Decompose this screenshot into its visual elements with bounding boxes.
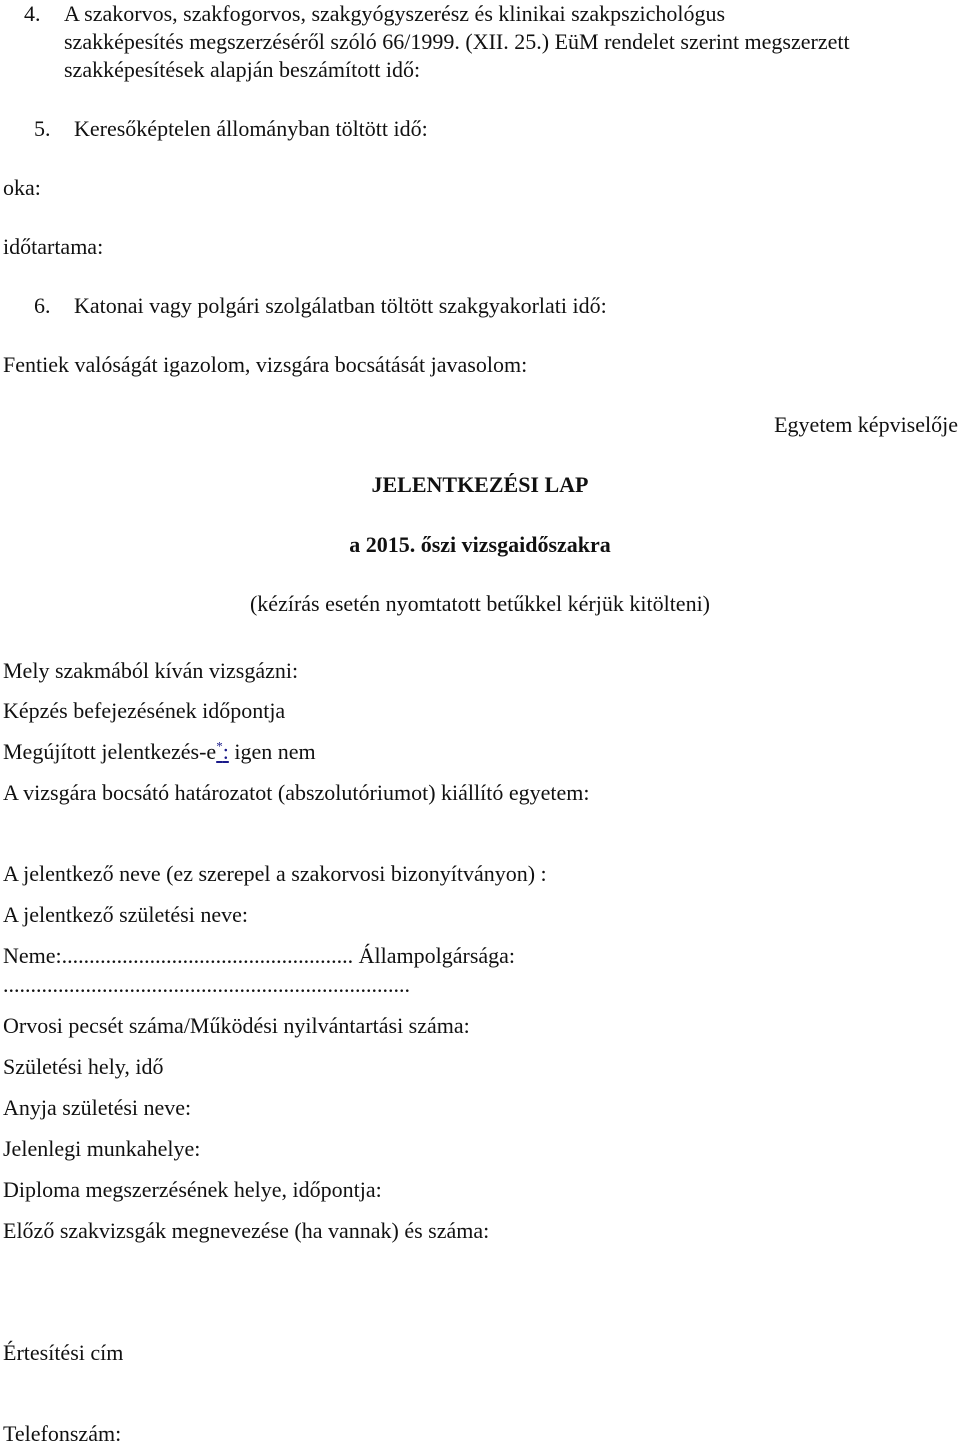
item-4-number: 4.: [24, 1, 41, 26]
dotted-fill-line: ..........................................................................: [3, 972, 410, 997]
birth-place-date-label: Születési hely, idő: [3, 1054, 164, 1079]
issuing-university-label: A vizsgára bocsátó határozatot (abszolutóriumot) kiállító egyetem:: [3, 780, 590, 805]
applicant-name-label: A jelentkező neve (ez szerepel a szakorvosi bizonyítványon) :: [3, 861, 547, 886]
birth-name-label: A jelentkező születési neve:: [3, 902, 248, 927]
phone-label: Telefonszám:: [3, 1421, 122, 1446]
completion-date-label: Képzés befejezésének időpontja: [3, 698, 286, 723]
form-subtitle: a 2015. őszi vizsgaidőszakra: [349, 532, 611, 557]
renewed-colon: :: [222, 739, 229, 764]
item-6-number: 6.: [34, 293, 51, 318]
mother-name-label: Anyja születési neve:: [3, 1095, 192, 1120]
item-4-line-3: szakképesítések alapján beszámított idő:: [64, 57, 421, 82]
renewed-options: igen nem: [234, 739, 316, 764]
university-representative-signature: Egyetem képviselője: [774, 412, 958, 437]
item-5: [34, 116, 428, 142]
certification-statement: Fentiek valóságát igazolom, vizsgára bocsátását javasolom:: [3, 352, 528, 377]
oka-label: oka:: [3, 175, 41, 200]
item-4-text: A szakorvos, szakfogorvos, szakgyógyszerész és klinikai szakpszichológus: [64, 1, 726, 26]
specialty-field-label: Mely szakmából kíván vizsgázni:: [3, 658, 299, 683]
idotartama-label: időtartama:: [3, 234, 104, 259]
form-title: JELENTKEZÉSI LAP: [371, 472, 589, 497]
footnote-marker: *: [216, 738, 223, 754]
renewed-application-row: [3, 739, 316, 765]
medical-seal-number-label: Orvosi pecsét száma/Működési nyilvántartási száma:: [3, 1013, 470, 1038]
item-5-text: Keresőképtelen állományban töltött idő:: [74, 116, 428, 141]
footnote-link[interactable]: [216, 739, 229, 764]
renewed-application-label: Megújított jelentkezés-e: [3, 739, 217, 764]
diploma-label: Diploma megszerzésének helye, időpontja:: [3, 1177, 382, 1202]
notification-address-label: Értesítési cím: [3, 1340, 124, 1365]
current-workplace-label: Jelenlegi munkahelye:: [3, 1136, 201, 1161]
item-5-number: 5.: [34, 116, 51, 141]
item-4-line-2: szakképesítés megszerzéséről szóló 66/1999. (XII. 25.) EüM rendelet szerint megszerzett: [64, 29, 850, 54]
previous-exams-label: Előző szakvizsgák megnevezése (ha vannak) és száma:: [3, 1218, 490, 1243]
sex-citizenship-label: Neme:..................................................... Állampolgársága:: [3, 943, 516, 968]
item-4-line-1: [24, 1, 725, 27]
item-6-text: Katonai vagy polgári szolgálatban töltött szakgyakorlati idő:: [74, 293, 607, 318]
form-instruction: (kézírás esetén nyomtatott betűkkel kérjük kitölteni): [249, 591, 711, 616]
item-6: [34, 293, 607, 319]
